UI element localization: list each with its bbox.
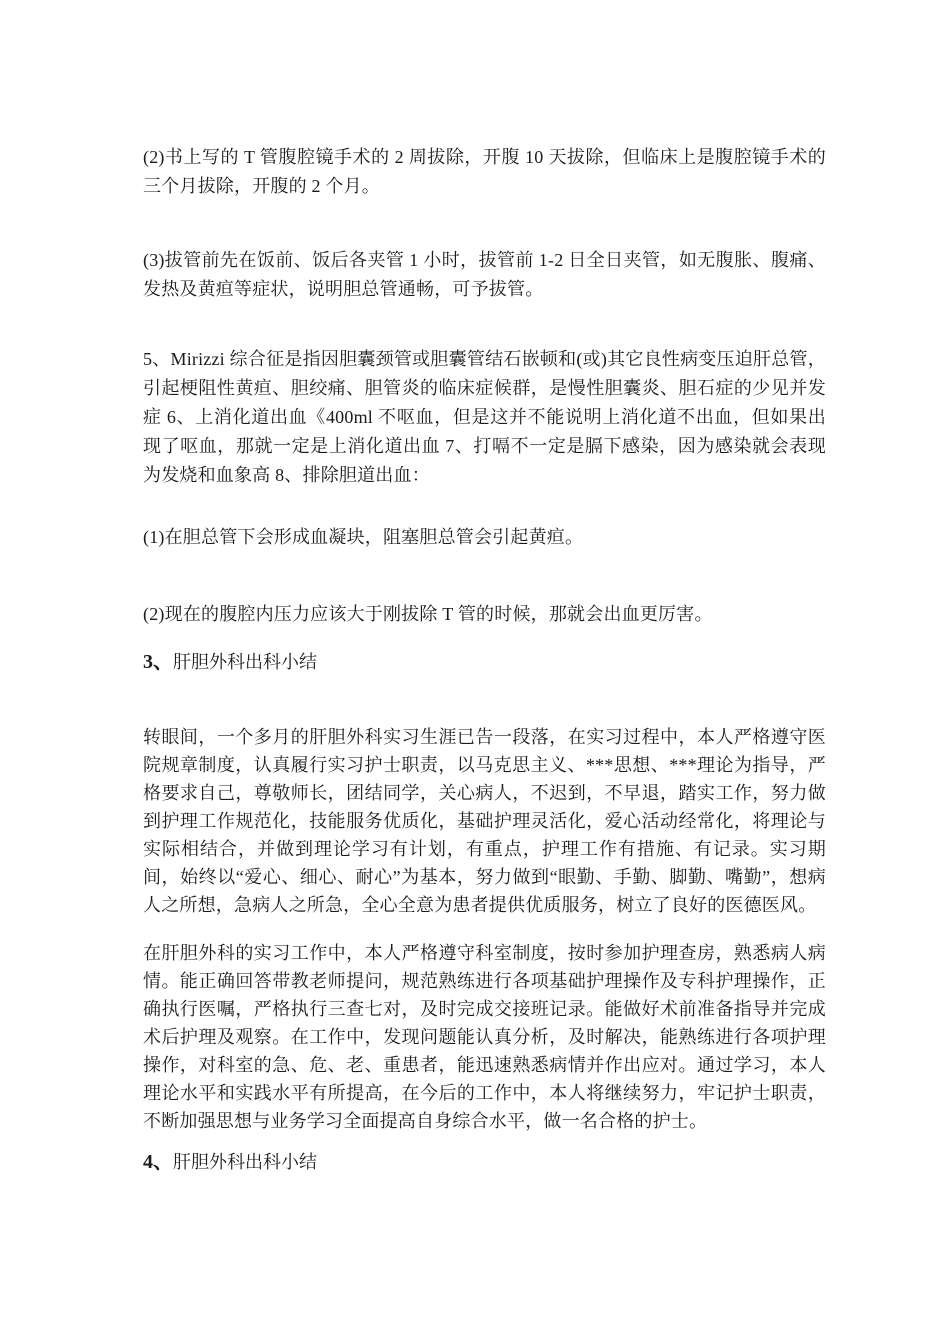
paragraph-t-tube-removal-timing: (2)书上写的 T 管腹腔镜手术的 2 周拔除，开腹 10 天拔除，但临床上是腹腔镜手术的三个月拔除，开腹的 2 个月。 [143, 147, 826, 196]
paragraph-mirizzi-syndrome: 5、Mirizzi 综合征是指因胆囊颈管或胆囊管结石嵌顿和(或)其它良性病变压迫肝总管，引起梗阻性黄疸、胆绞痛、胆管炎的临床症候群，是慢性胆囊炎、胆石症的少见并发症 6、上消化道出血《400ml 不呕血，但是这并不能说明上消化道不出血，但如果出现了呕血，那就一定是上消化道出血 7、打嗝不一定是膈下感染，因为感染就会表现为发烧和血象高 8、排除胆道出血： [143, 349, 826, 485]
paragraph-internship-summary-2: 在肝胆外科的实习工作中，本人严格遵守科室制度，按时参加护理查房，熟悉病人病情。能正确回答带教老师提问，规范熟练进行各项基础护理操作及专科护理操作，正确执行医嘱，严格执行三查七对，及时完成交接班记录。能做好术前准备指导并完成术后护理及观察。在工作中，发现问题能认真分析，及时解决，能熟练进行各项护理操作，对科室的急、危、老、重患者，能迅速熟悉病情并作出应对。通过学习，本人理论水平和实践水平有所提高，在今后的工作中，本人将继续努力，牢记护士职责，不断加强思想与业务学习全面提高自身综合水平，做一名合格的护士。 [143, 943, 826, 1131]
section-heading-3-title: 肝胆外科出科小结 [173, 652, 317, 672]
paragraph-clamping-before-removal: (3)拔管前先在饭前、饭后各夹管 1 小时，拔管前 1-2 日全日夹管，如无腹胀、腹痛、发热及黄疸等症状，说明胆总管通畅，可予拔管。 [143, 250, 826, 299]
section-heading-4 [143, 1148, 826, 1177]
section-heading-4-title: 肝胆外科出科小结 [173, 1152, 317, 1172]
section-heading-4-number: 4、 [143, 1151, 173, 1173]
paragraph-biliary-bleeding-1: (1)在胆总管下会形成血凝块，阻塞胆总管会引起黄疸。 [143, 527, 584, 547]
section-heading-3 [143, 648, 826, 677]
section-heading-3-number: 3、 [143, 651, 173, 673]
paragraph-internship-summary-1: 转眼间，一个多月的肝胆外科实习生涯已告一段落，在实习过程中，本人严格遵守医院规章制度，认真履行实习护士职责，以马克思主义、***思想、***理论为指导，严格要求自己，尊敬师长，团结同学，关心病人，不迟到，不早退，踏实工作，努力做到护理工作规范化，技能服务优质化，基础护理灵活化，爱心活动经常化，将理论与实际相结合，并做到理论学习有计划，有重点，护理工作有措施、有记录。实习期间，始终以“爱心、细心、耐心”为基本，努力做到“眼勤、手勤、脚勤、嘴勤”，想病人之所想，急病人之所急，全心全意为患者提供优质服务，树立了良好的医德医风。 [143, 727, 826, 915]
paragraph-biliary-bleeding-2: (2)现在的腹腔内压力应该大于刚拔除 T 管的时候，那就会出血更厉害。 [143, 604, 713, 624]
